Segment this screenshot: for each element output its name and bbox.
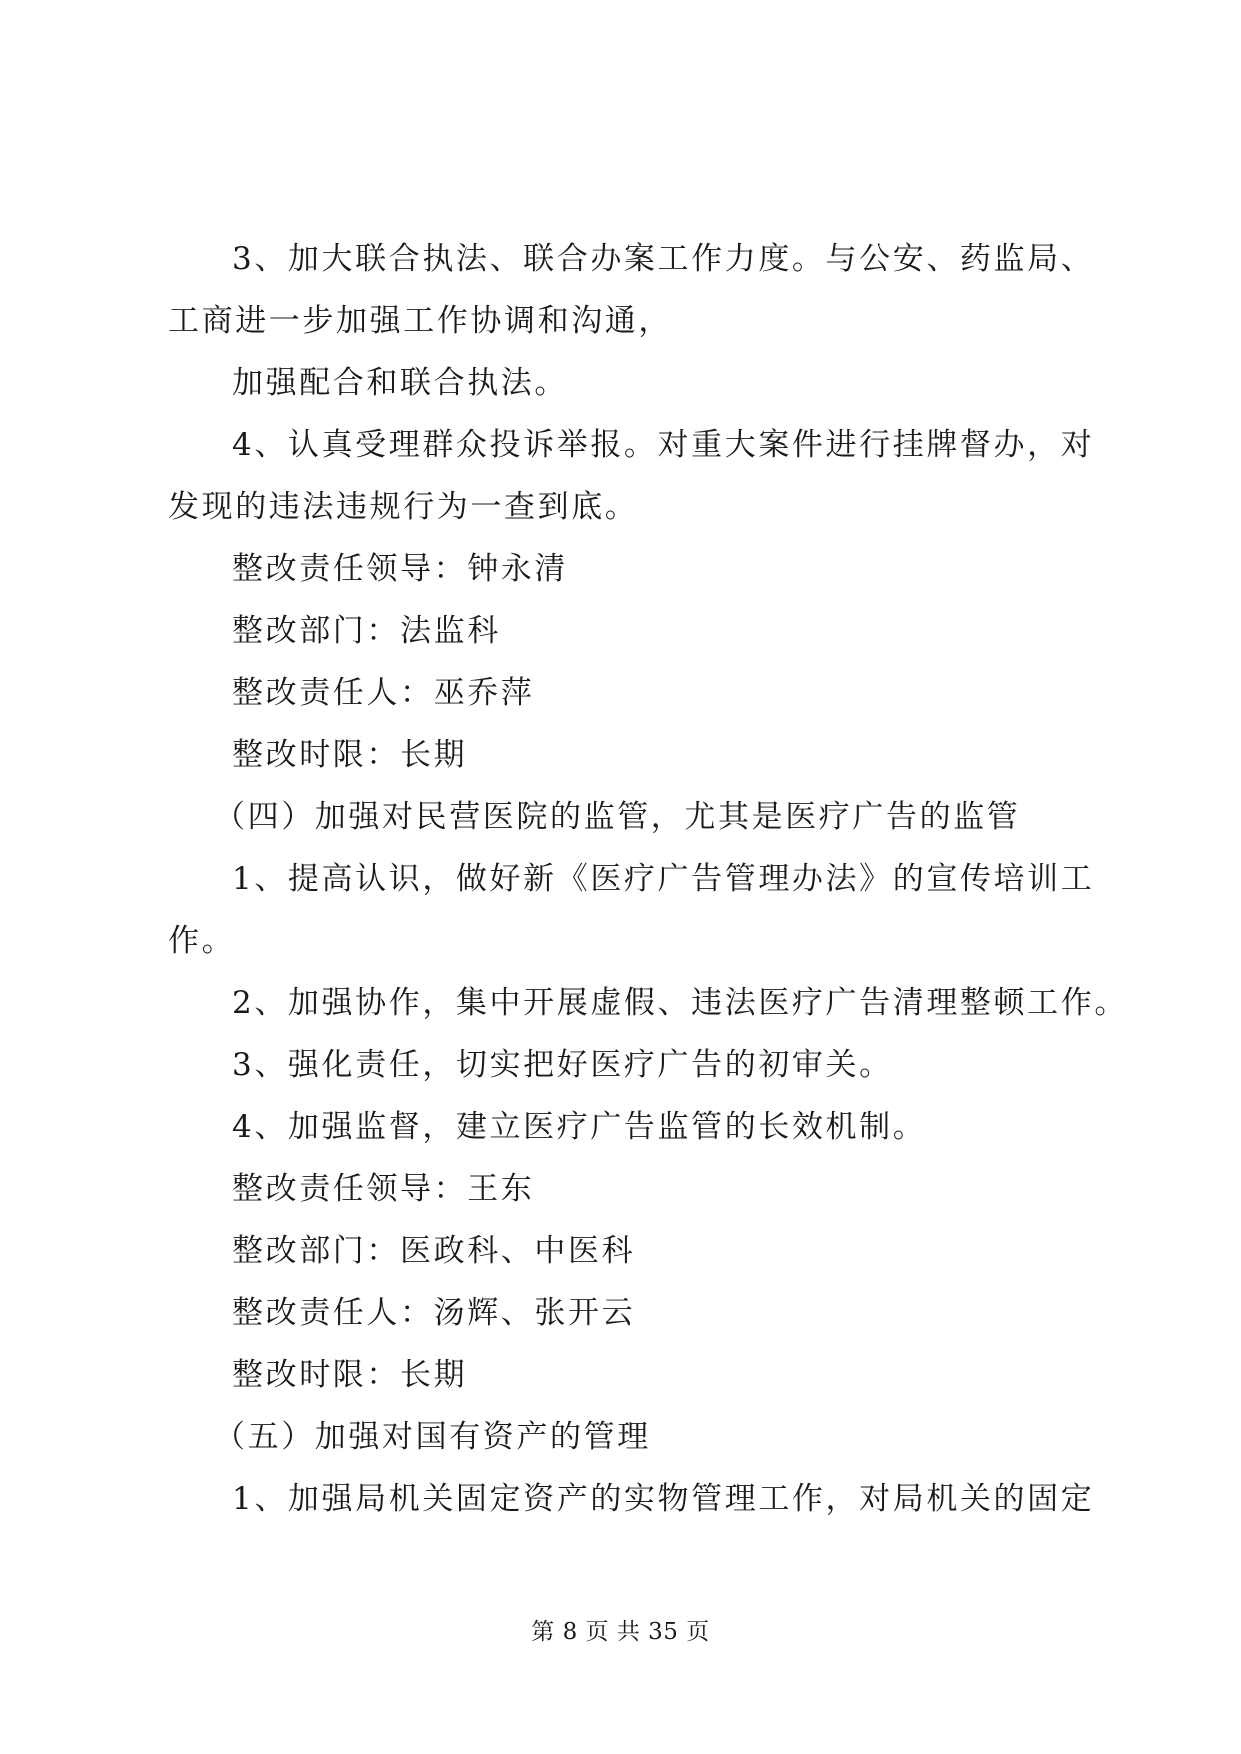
document-body	[168, 228, 1128, 1530]
paragraph-line: 4、加强监督，建立医疗广告监管的长效机制。	[232, 1109, 927, 1145]
paragraph-line: 2、加强协作，集中开展虚假、违法医疗广告清理整顿工作。	[232, 985, 1128, 1021]
responsible-leader-line: 整改责任领导：王东	[232, 1171, 535, 1207]
paragraph-line: 加强配合和联合执法。	[232, 365, 568, 401]
paragraph-line: 3、加大联合执法、联合办案工作力度。与公安、药监局、	[232, 241, 1095, 277]
section-heading: （四）加强对民营医院的监管，尤其是医疗广告的监管	[214, 799, 1021, 835]
deadline-line: 整改时限：长期	[232, 1357, 468, 1393]
responsible-department-line: 整改部门：法监科	[232, 613, 501, 649]
section-heading: （五）加强对国有资产的管理	[214, 1419, 651, 1455]
responsible-person-line: 整改责任人：巫乔萍	[232, 675, 535, 711]
paragraph-line: 3、强化责任，切实把好医疗广告的初审关。	[232, 1047, 893, 1083]
paragraph-line: 1、加强局机关固定资产的实物管理工作，对局机关的固定	[232, 1481, 1095, 1517]
paragraph-line: 作。	[168, 923, 236, 959]
responsible-department-line: 整改部门：医政科、中医科	[232, 1233, 636, 1269]
responsible-leader-line: 整改责任领导：钟永清	[232, 551, 568, 587]
paragraph-line: 发现的违法违规行为一查到底。	[168, 489, 639, 525]
responsible-person-line: 整改责任人：汤辉、张开云	[232, 1295, 636, 1331]
page-number-label: 第 8 页 共 35 页	[531, 1619, 710, 1645]
paragraph-line: 工商进一步加强工作协调和沟通，	[168, 303, 672, 339]
page-footer	[0, 1613, 1241, 1646]
paragraph-line: 1、提高认识，做好新《医疗广告管理办法》的宣传培训工	[232, 861, 1095, 897]
deadline-line: 整改时限：长期	[232, 737, 468, 773]
paragraph-line: 4、认真受理群众投诉举报。对重大案件进行挂牌督办，对	[232, 427, 1095, 463]
